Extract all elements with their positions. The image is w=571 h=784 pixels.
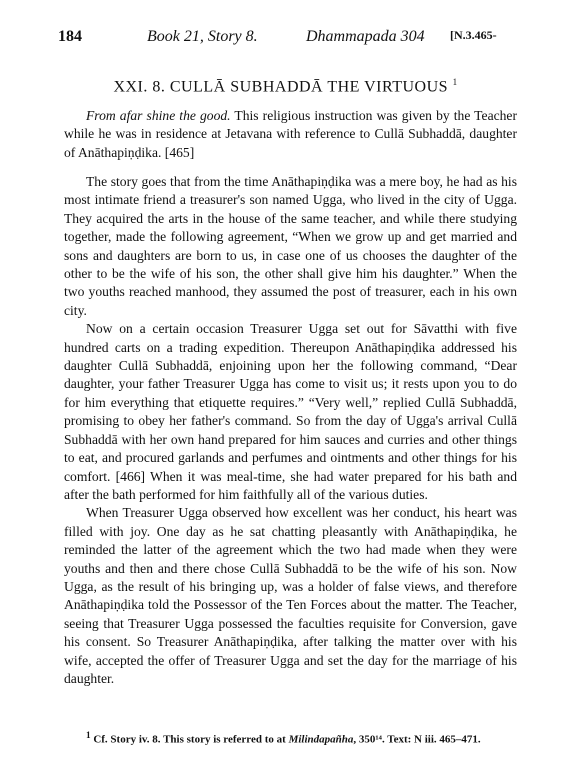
intro-lead: From afar shine the good.: [86, 108, 231, 123]
running-header: [58, 28, 528, 50]
footnote-text-before: Cf. Story iv. 8. This story is referred to at: [90, 733, 289, 746]
story-paragraph: Now on a certain occasion Treasurer Ugga set out for Sāvatthi with five hundred carts on a trading expedition. Thereupon Anāthapiṇḍika addressed his daughter Cullā Subhaddā, enjoining upon her the following command, “Dear daughter, your father Treasurer Ugga has come to visit us; it rests upon you to do for him everything that etiquette requires.” “Very well,” replied Cullā Subhaddā, promising to obey her father's command. So from the day of Ugga's arrival Cullā Subhaddā with her own hand prepared for him sauces and curries and other things to eat, and procured garlands and perfumes and ointments and other things for his comfort. [466] When it was meal-time, she had water prepared for his bath and after the bath performed for him faithfully all of the various duties.: [64, 321, 517, 502]
story-body: [64, 173, 517, 688]
page-number: 184: [58, 28, 82, 45]
footnote-mark: 1: [86, 730, 91, 740]
footnote-work-title: Milindapañha: [288, 733, 354, 746]
story-paragraph: When Treasurer Ugga observed how excellent was her conduct, his heart was filled with joy. One day as he sat chatting pleasantly with Anāthapiṇḍika, he reminded the latter of the agreement which the two had made when they were youths and then and there chose Cullā Subhaddā to be the wife of his son. Now Ugga, as the result of his bringing up, was a holder of false views, and therefore Anāthapiṇḍika told the Possessor of the Ten Forces about the matter. The Teacher, seeing that Treasurer Ugga possessed the faculties requisite for Conversion, gave his consent. So Treasurer Anāthapiṇḍika, after talking the matter over with his wife, accepted the offer of Treasurer Ugga and set the day for the marriage of his daughter.: [64, 505, 517, 686]
footnote-text-after: , 350¹⁴. Text: N iii. 465–471.: [353, 733, 481, 746]
dhammapada-verse-label: Dhammapada 304: [306, 28, 425, 45]
footnote: [64, 728, 517, 748]
story-title-text: XXI. 8. CULLĀ SUBHADDĀ THE VIRTUOUS: [113, 78, 449, 96]
intro-text: This religious instruction was given by the Teacher while he was in residence at Jetavana with reference to Cullā Subhaddā, daughter of Anāthapiṇḍika. [465]: [64, 108, 517, 160]
story-paragraph: The story goes that from the time Anāthapiṇḍika was a mere boy, he had as his most intimate friend a treasurer's son named Ugga, who lived in the city of Ugga. They acquired the arts in the house of the same teacher, and while there studying together, made the following agreement, “When we grow up and get married and sons and daughters are born to us, in case one of us chooses the daughter of the other to be the wife of his son, the other shall give him his daughter.” When the two youths reached manhood, they assumed the post of treasurer, each in his own city.: [64, 174, 517, 318]
story-title: [0, 77, 571, 96]
title-footnote-mark: 1: [452, 77, 458, 87]
text-reference: [N.3.465-: [450, 28, 497, 42]
intro-paragraph: [64, 107, 517, 162]
book-story-label: Book 21, Story 8.: [147, 28, 258, 45]
